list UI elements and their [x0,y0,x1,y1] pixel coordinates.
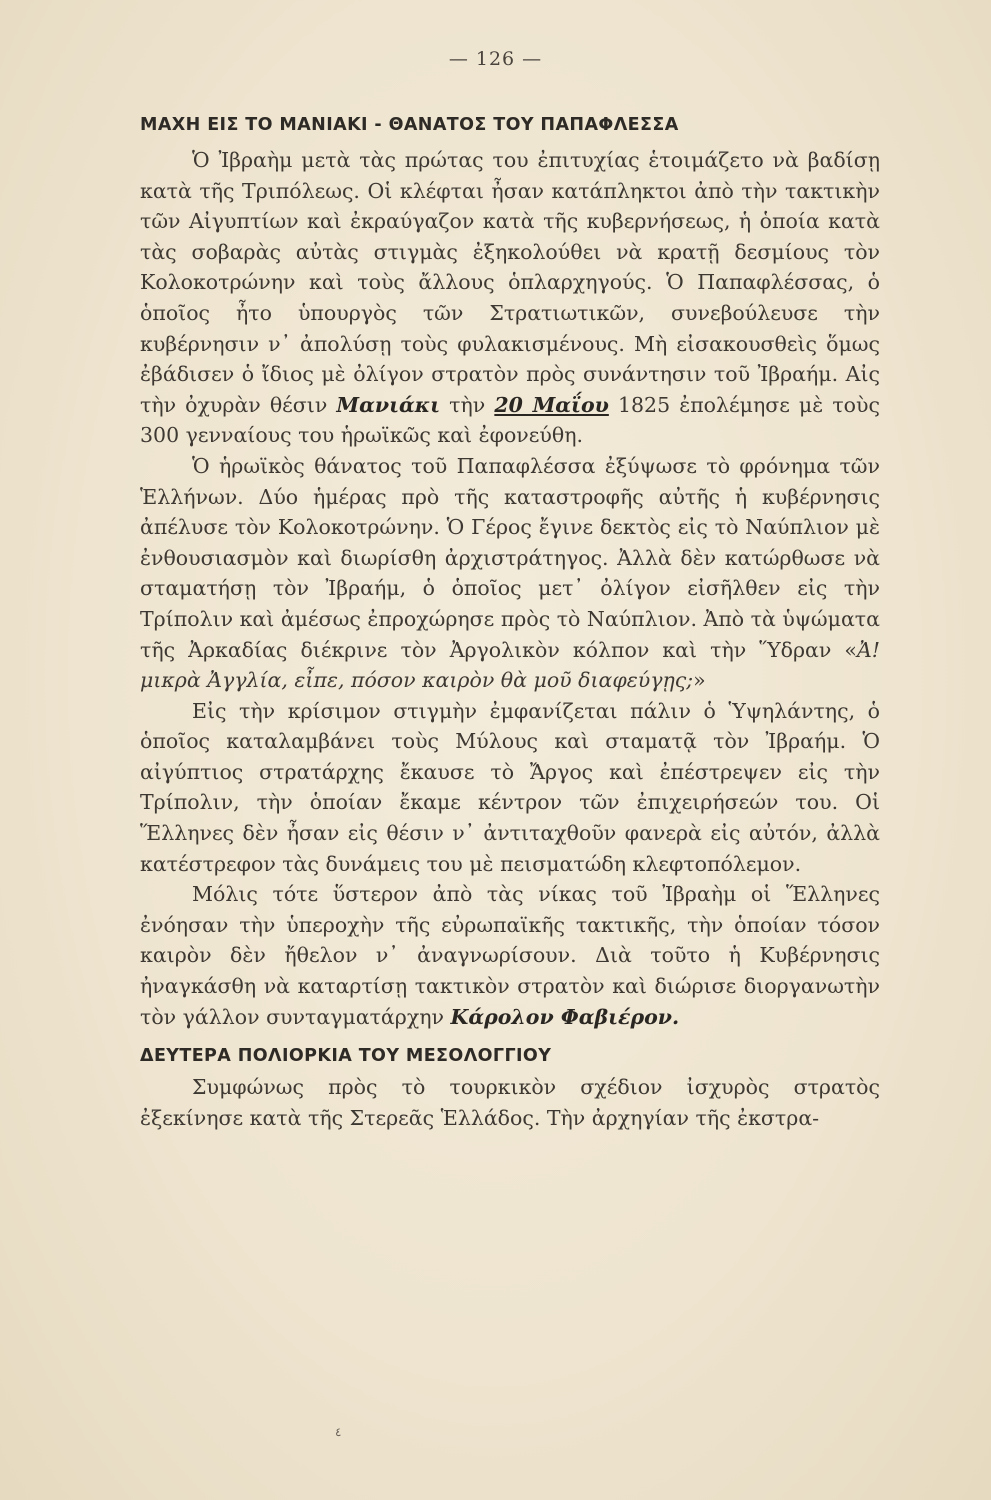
paragraph-text: Ὁ Ἰβραὴμ μετὰ τὰς πρώτας του ἐπιτυχίας ἑτοιμάζετο νὰ βαδίσῃ κατὰ τῆς Τριπόλεως. Οἱ κλέφται ἦσαν κατάπληκτοι ἀπὸ τὴν τακτικὴν τῶν Αἰγυπτίων καὶ ἐκραύγαζον κατὰ τῆς κυβερνήσεως, ἡ ὁποία κατὰ τὰς σοβαρὰς αὐτὰς στιγμὰς ἐξηκολούθει νὰ κρατῇ δεσμίους τὸν Κολοκοτρώνην καὶ τοὺς ἄλλους ὁπλαρχηγούς. Ὁ Παπαφλέσσας, ὁ ὁποῖος ἦτο ὑπουργὸς τῶν Στρατιωτικῶν, συνεβούλευσε τὴν κυβέρνησιν ν᾽ ἀπολύσῃ τοὺς φυλακισμένους. Μὴ εἰσακουσθεὶς ὅμως ἐβάδισεν ὁ ἴδιος μὲ ὀλίγον στρατὸν πρὸς συνάντησιν τοῦ Ἰβραήμ. Αἰς τὴν ὀχυρὰν θέσιν [140,148,880,417]
paragraph-text: » [693,668,706,693]
paragraph-text: Εἰς τὴν κρίσιμον στιγμὴν ἐμφανίζεται πάλιν ὁ Ὑψηλάντης, ὁ ὁποῖος καταλαμβάνει τοὺς Μύλους καὶ σταματᾷ τὸν Ἰβραήμ. Ὁ αἰγύπτιος στρατάρχης ἔκαυσε τὸ Ἄργος καὶ ἐπέστρεψεν εἰς τὴν Τρίπολιν, τὴν ὁποίαν ἔκαμε κέντρον τῶν ἐπιχειρήσεών του. Οἱ Ἕλληνες δὲν ἦσαν εἰς θέσιν ν᾽ ἀντιταχθοῦν φανερὰ εἰς αὐτόν, ἀλλὰ κατέστρεφον τὰς δυνάμεις του μὲ πεισματώδη κλεφτοπόλεμον. [140,698,880,876]
person-name-fabvier: Κάρολον Φαβιέρον. [450,1004,680,1029]
paragraph-text: Μόλις τότε ὕστερον ἀπὸ τὰς νίκας τοῦ Ἰβραὴμ οἱ Ἕλληνες ἐνόησαν τὴν ὑπεροχὴν τῆς εὐρωπαϊκῆς τακτικῆς, τὴν ὁποίαν τόσον καιρὸν δὲν ἤθελον ν᾽ ἀναγνωρίσουν. Διὰ τοῦτο ἡ Κυβέρνησις ἠναγκάσθη νὰ καταρτίσῃ τακτικὸν στρατὸν καὶ διώρισε διοργανωτὴν τὸν γάλλον συνταγματάρχην [140,882,880,1029]
section-heading-mesolongi: ΔΕΥΤΕΡΑ ΠΟΛΙΟΡΚΙΑ ΤΟΥ ΜΕΣΟΛΟΓΓΙΟΥ [140,1046,552,1067]
paragraph-ypsilantis [140,696,880,880]
paragraph-heroic-death [140,451,880,696]
paragraph-turkish-plan [140,1072,880,1133]
ibrahim-quote: Ἀ! μικρὰ Ἀγγλία, εἶπε, πόσον καιρὸν θὰ μοῦ διαφεύγῃς; [140,637,880,693]
paragraph-text: 1825 ἐπολέμησε μὲ τοὺς 300 γενναίους του ἡρωϊκῶς καὶ ἐφονεύθη. [140,392,880,448]
paragraph-regular-army [140,879,880,1032]
section-heading-maniaki: ΜΑΧΗ ΕΙΣ ΤΟ ΜΑΝΙΑΚΙ - ΘΑΝΑΤΟΣ ΤΟΥ ΠΑΠΑΦΛΕΣΣΑ [140,115,679,135]
page-number: — 126 — [448,48,543,70]
paragraph-ibrahim-papaflessas [140,145,880,451]
text-block [140,110,880,1133]
footer-mark: ٤ [335,1425,342,1439]
paragraph-text: Ὁ ἡρωϊκὸς θάνατος τοῦ Παπαφλέσσα ἐξύψωσε τὸ φρόνημα τῶν Ἑλλήνων. Δύο ἡμέρας πρὸ τῆς καταστροφῆς αὐτῆς ἡ κυβέρνησις ἀπέλυσε τὸν Κολοκοτρώνην. Ὁ Γέρος ἔγινε δεκτὸς εἰς τὸ Ναύπλιον μὲ ἐνθουσιασμὸν καὶ διωρίσθη ἀρχιστράτηγος. Ἀλλὰ δὲν κατώρθωσε νὰ σταματήσῃ τὸν Ἰβραήμ, ὁ ὁποῖος μετ᾽ ὀλίγον εἰσῆλθεν εἰς τὴν Τρίπολιν καὶ ἀμέσως ἐπροχώρησε πρὸς τὸ Ναύπλιον. Ἀπὸ τὰ ὑψώματα τῆς Ἀρκαδίας διέκρινε τὸν Ἀργολικὸν κόλπον καὶ τὴν Ὕδραν « [140,453,880,662]
paragraph-text: Συμφώνως πρὸς τὸ τουρκικὸν σχέδιον ἰσχυρὸς στρατὸς ἐξεκίνησε κατὰ τῆς Στερεᾶς Ἑλλάδος. Τὴν ἀρχηγίαν τῆς ἐκστρα- [140,1075,880,1130]
date-20-may: 20 Μαΐου [494,392,609,417]
place-name-maniaki: Μανιάκι [336,392,441,417]
paragraph-text: τὴν [449,392,486,417]
